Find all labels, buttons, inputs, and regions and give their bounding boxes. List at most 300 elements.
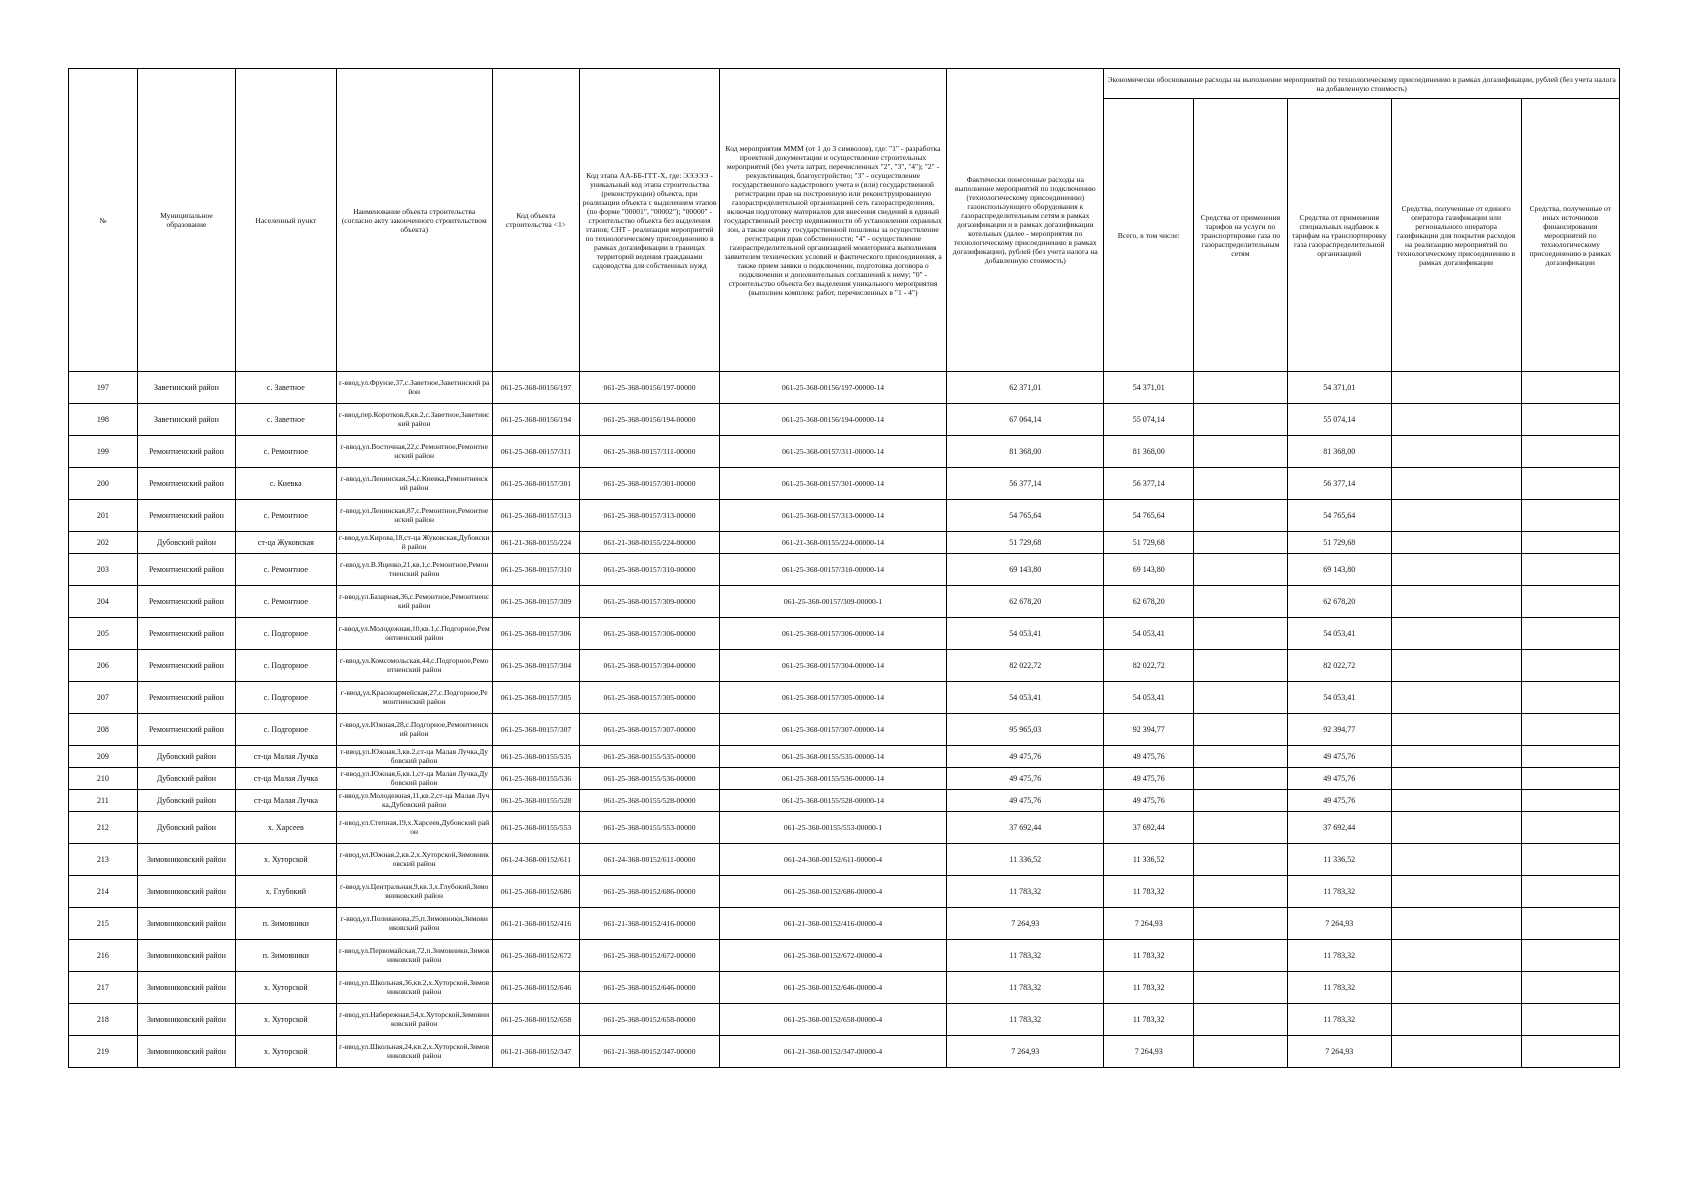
cell-special-markups: 49 475,76 (1287, 746, 1391, 768)
cell-event-code: 061-25-368-00157/310-00000-14 (719, 554, 946, 586)
cell-other-sources (1521, 586, 1619, 618)
cell-object-name: г-ввод,ул.Степная,19,х.Харсеев,Дубовский район (336, 812, 492, 844)
cell-object-code: 061-24-368-00152/611 (492, 844, 579, 876)
cell-actual-costs: 56 377,14 (947, 468, 1104, 500)
cell-actual-costs: 67 064,14 (947, 404, 1104, 436)
cell-other-sources (1521, 714, 1619, 746)
cell-municipality: Дубовский район (137, 790, 235, 812)
cell-event-code: 061-25-368-00156/197-00000-14 (719, 372, 946, 404)
cell-num: 209 (69, 746, 138, 768)
cell-num: 198 (69, 404, 138, 436)
cell-object-name: г-ввод,ул.Базарная,36,с.Ремонтное,Ремонтненский район (336, 586, 492, 618)
cell-special-markups: 56 377,14 (1287, 468, 1391, 500)
cell-tariff-transport (1193, 554, 1287, 586)
table-row (69, 1004, 1620, 1036)
cell-object-code: 061-21-368-00152/416 (492, 908, 579, 940)
table-row (69, 500, 1620, 532)
cell-municipality: Зимовниковский район (137, 1004, 235, 1036)
cell-settlement: с. Ремонтное (236, 586, 336, 618)
cell-num: 214 (69, 876, 138, 908)
cell-tariff-transport (1193, 532, 1287, 554)
cell-tariff-transport (1193, 1004, 1287, 1036)
cell-actual-costs: 81 368,00 (947, 436, 1104, 468)
cell-stage-code: 061-25-368-00156/194-00000 (580, 404, 720, 436)
table-row (69, 618, 1620, 650)
cell-object-name: г-ввод,ул.Южная,6,кв.1,ст-ца Малая Лучка,Дубовский район (336, 768, 492, 790)
cell-municipality: Ремонтненский район (137, 682, 235, 714)
cell-stage-code: 061-25-368-00157/305-00000 (580, 682, 720, 714)
cell-event-code: 061-25-368-00157/311-00000-14 (719, 436, 946, 468)
cell-operator-funds (1391, 436, 1521, 468)
cell-num: 219 (69, 1036, 138, 1068)
cell-event-code: 061-25-368-00157/309-00000-1 (719, 586, 946, 618)
cell-operator-funds (1391, 650, 1521, 682)
cell-other-sources (1521, 908, 1619, 940)
cell-total: 37 692,44 (1104, 812, 1194, 844)
cell-operator-funds (1391, 468, 1521, 500)
cell-settlement: с. Заветное (236, 372, 336, 404)
cell-num: 208 (69, 714, 138, 746)
cell-object-code: 061-25-368-00155/535 (492, 746, 579, 768)
header-object-name: Наименование объекта строительства (согласно акту законченного строительством объекта) (336, 69, 492, 372)
cell-num: 197 (69, 372, 138, 404)
cell-total: 51 729,68 (1104, 532, 1194, 554)
cell-total: 54 765,64 (1104, 500, 1194, 532)
cell-actual-costs: 49 475,76 (947, 790, 1104, 812)
cell-stage-code: 061-25-368-00152/658-00000 (580, 1004, 720, 1036)
cell-num: 210 (69, 768, 138, 790)
cell-other-sources (1521, 1036, 1619, 1068)
cell-settlement: ст-ца Малая Лучка (236, 768, 336, 790)
cell-total: 11 783,32 (1104, 972, 1194, 1004)
cell-num: 218 (69, 1004, 138, 1036)
cell-object-code: 061-25-368-00157/304 (492, 650, 579, 682)
cell-operator-funds (1391, 618, 1521, 650)
cell-object-name: г-ввод,ул.Фрунзе,37,с.Заветное,Заветинский район (336, 372, 492, 404)
cell-other-sources (1521, 532, 1619, 554)
cell-settlement: п. Зимовники (236, 908, 336, 940)
table-row (69, 372, 1620, 404)
cell-municipality: Заветинский район (137, 372, 235, 404)
cell-other-sources (1521, 812, 1619, 844)
cell-event-code: 061-25-368-00152/672-00000-4 (719, 940, 946, 972)
table-row (69, 746, 1620, 768)
cell-total: 54 053,41 (1104, 682, 1194, 714)
table-row (69, 404, 1620, 436)
cell-other-sources (1521, 650, 1619, 682)
cell-object-name: г-ввод,ул.Ленинская,87,с.Ремонтное,Ремонтненский район (336, 500, 492, 532)
cell-stage-code: 061-24-368-00152/611-00000 (580, 844, 720, 876)
cell-actual-costs: 11 783,32 (947, 940, 1104, 972)
cell-tariff-transport (1193, 650, 1287, 682)
cell-settlement: с. Киевка (236, 468, 336, 500)
cell-stage-code: 061-21-368-00152/347-00000 (580, 1036, 720, 1068)
cell-object-name: г-ввод,ул.Южная,2,кв.2,х.Хуторской,Зимовниковский район (336, 844, 492, 876)
cell-tariff-transport (1193, 908, 1287, 940)
cell-special-markups: 55 074,14 (1287, 404, 1391, 436)
table-row (69, 714, 1620, 746)
cell-municipality: Дубовский район (137, 746, 235, 768)
cell-other-sources (1521, 554, 1619, 586)
cell-other-sources (1521, 940, 1619, 972)
cell-settlement: х. Хуторской (236, 844, 336, 876)
cell-object-name: г-ввод,ул.Комсомольская,44,с.Подгорное,Ремонтненский район (336, 650, 492, 682)
cell-settlement: с. Подгорное (236, 650, 336, 682)
cell-num: 216 (69, 940, 138, 972)
cell-stage-code: 061-25-368-00157/301-00000 (580, 468, 720, 500)
cell-total: 55 074,14 (1104, 404, 1194, 436)
header-object-code: Код объекта строительства <1> (492, 69, 579, 372)
cell-actual-costs: 51 729,68 (947, 532, 1104, 554)
cell-object-name: г-ввод,ул.Красноармейская,27,с.Подгорное,Ремонтненский район (336, 682, 492, 714)
table-body (69, 372, 1620, 1068)
cell-num: 217 (69, 972, 138, 1004)
cell-special-markups: 92 394,77 (1287, 714, 1391, 746)
cell-settlement: ст-ца Малая Лучка (236, 790, 336, 812)
cell-actual-costs: 62 371,01 (947, 372, 1104, 404)
header-municipality: Муниципальное образование (137, 69, 235, 372)
table-row (69, 844, 1620, 876)
cell-object-code: 061-25-368-00156/197 (492, 372, 579, 404)
cell-municipality: Зимовниковский район (137, 844, 235, 876)
cell-object-code: 061-25-368-00157/306 (492, 618, 579, 650)
cell-settlement: с. Ремонтное (236, 554, 336, 586)
cell-tariff-transport (1193, 768, 1287, 790)
table-row (69, 812, 1620, 844)
cell-municipality: Ремонтненский район (137, 714, 235, 746)
cell-operator-funds (1391, 768, 1521, 790)
cell-actual-costs: 54 765,64 (947, 500, 1104, 532)
cell-num: 201 (69, 500, 138, 532)
cell-object-name: г-ввод,ул.Центральная,9,кв.3,х.Глубокий,Зимовниковский район (336, 876, 492, 908)
cell-special-markups: 7 264,93 (1287, 908, 1391, 940)
cell-actual-costs: 11 783,32 (947, 1004, 1104, 1036)
cell-operator-funds (1391, 586, 1521, 618)
cell-event-code: 061-21-368-00152/416-00000-4 (719, 908, 946, 940)
cell-object-code: 061-21-368-00155/224 (492, 532, 579, 554)
header-event-code: Код мероприятия МММ (от 1 до 3 символов), где: "1" - разработка проектной документации и осуществление строительных мероприятий (без учета затрат, перечисленных "2", "3", "4"); "2" - рекультивация, благоустройство; "3" - осуществление государственного кадастрового учета и (или) государственной регистрации прав на построенную или реконструированную газораспределительной организацией сеть газораспределения, включая подготовку материалов для внесения сведений в единый государственный реестр недвижимости об установлении охранных зон, а также оценку государственной пошлины за осуществление регистрации прав собственности; "4" - осуществление газораспределительной организацией мониторинга выполнения заявителем технических условий и фактического присоединения, а также прием заявки о подключении, подготовка договора о подключении и дополнительных соглашений к нему; "0" - строительство объекта без выделения уникального мероприятия (выполнен комплекс работ, перечисленных в "1 - 4") (719, 69, 946, 372)
cell-tariff-transport (1193, 586, 1287, 618)
cell-municipality: Заветинский район (137, 404, 235, 436)
cell-object-code: 061-25-368-00152/658 (492, 1004, 579, 1036)
cell-stage-code: 061-25-368-00157/311-00000 (580, 436, 720, 468)
cell-municipality: Дубовский район (137, 768, 235, 790)
cell-stage-code: 061-25-368-00155/535-00000 (580, 746, 720, 768)
cell-object-code: 061-25-368-00155/528 (492, 790, 579, 812)
cell-object-code: 061-25-368-00152/646 (492, 972, 579, 1004)
header-settlement: Населенный пункт (236, 69, 336, 372)
header-other-sources: Средства, полученные от иных источников финансирования мероприятий по технологическому присоединению в рамках догазификации (1521, 99, 1619, 372)
cell-event-code: 061-25-368-00152/686-00000-4 (719, 876, 946, 908)
cell-other-sources (1521, 468, 1619, 500)
cell-actual-costs: 7 264,93 (947, 908, 1104, 940)
cell-municipality: Дубовский район (137, 812, 235, 844)
cell-object-code: 061-25-368-00155/553 (492, 812, 579, 844)
cell-municipality: Зимовниковский район (137, 908, 235, 940)
cell-operator-funds (1391, 908, 1521, 940)
cell-special-markups: 11 783,32 (1287, 972, 1391, 1004)
cell-special-markups: 7 264,93 (1287, 1036, 1391, 1068)
cell-object-name: г-ввод,ул.Восточная,22,с.Ремонтное,Ремонтненский район (336, 436, 492, 468)
cell-operator-funds (1391, 812, 1521, 844)
cell-special-markups: 54 765,64 (1287, 500, 1391, 532)
cell-special-markups: 81 368,00 (1287, 436, 1391, 468)
cell-settlement: х. Харсеев (236, 812, 336, 844)
cell-operator-funds (1391, 844, 1521, 876)
cell-total: 54 371,01 (1104, 372, 1194, 404)
cell-stage-code: 061-25-368-00157/313-00000 (580, 500, 720, 532)
cell-operator-funds (1391, 500, 1521, 532)
cell-settlement: х. Хуторской (236, 1004, 336, 1036)
cell-object-name: г-ввод,ул.Поливанова,25,п.Зимовники,Зимовниковский район (336, 908, 492, 940)
cell-stage-code: 061-25-368-00157/304-00000 (580, 650, 720, 682)
cell-settlement: с. Подгорное (236, 618, 336, 650)
cell-actual-costs: 69 143,80 (947, 554, 1104, 586)
cell-operator-funds (1391, 532, 1521, 554)
header-total: Всего, в том числе: (1104, 99, 1194, 372)
cell-tariff-transport (1193, 940, 1287, 972)
cell-settlement: с. Ремонтное (236, 500, 336, 532)
table-row (69, 468, 1620, 500)
cell-object-code: 061-25-368-00157/310 (492, 554, 579, 586)
cell-object-code: 061-25-368-00157/305 (492, 682, 579, 714)
cell-operator-funds (1391, 876, 1521, 908)
cell-operator-funds (1391, 972, 1521, 1004)
cell-actual-costs: 49 475,76 (947, 768, 1104, 790)
cell-settlement: ст-ца Жуковская (236, 532, 336, 554)
cell-object-name: г-ввод,ул.Кирова,18,ст-ца Жуковская,Дубовский район (336, 532, 492, 554)
cell-other-sources (1521, 746, 1619, 768)
cell-actual-costs: 95 965,03 (947, 714, 1104, 746)
cell-other-sources (1521, 1004, 1619, 1036)
cell-settlement: п. Зимовники (236, 940, 336, 972)
cell-event-code: 061-25-368-00155/536-00000-14 (719, 768, 946, 790)
cell-total: 49 475,76 (1104, 768, 1194, 790)
cell-event-code: 061-25-368-00157/301-00000-14 (719, 468, 946, 500)
table-row (69, 586, 1620, 618)
cell-num: 213 (69, 844, 138, 876)
cell-other-sources (1521, 844, 1619, 876)
cell-total: 11 783,32 (1104, 940, 1194, 972)
cell-total: 49 475,76 (1104, 790, 1194, 812)
table-row (69, 436, 1620, 468)
cell-operator-funds (1391, 404, 1521, 436)
cell-operator-funds (1391, 554, 1521, 586)
cell-tariff-transport (1193, 972, 1287, 1004)
cell-total: 56 377,14 (1104, 468, 1194, 500)
cell-other-sources (1521, 876, 1619, 908)
cell-tariff-transport (1193, 682, 1287, 714)
cell-total: 62 678,20 (1104, 586, 1194, 618)
cell-object-name: г-ввод,ул.Молодежная,11,кв.2,ст-ца Малая Лучка,Дубовский район (336, 790, 492, 812)
cell-stage-code: 061-25-368-00156/197-00000 (580, 372, 720, 404)
cell-municipality: Зимовниковский район (137, 972, 235, 1004)
cell-special-markups: 37 692,44 (1287, 812, 1391, 844)
cell-municipality: Ремонтненский район (137, 436, 235, 468)
cell-other-sources (1521, 404, 1619, 436)
cell-municipality: Ремонтненский район (137, 500, 235, 532)
cell-event-code: 061-25-368-00157/307-00000-14 (719, 714, 946, 746)
table-row (69, 940, 1620, 972)
cell-total: 69 143,80 (1104, 554, 1194, 586)
cell-num: 200 (69, 468, 138, 500)
cell-total: 11 783,32 (1104, 1004, 1194, 1036)
cell-actual-costs: 7 264,93 (947, 1036, 1104, 1068)
cell-tariff-transport (1193, 618, 1287, 650)
cell-stage-code: 061-25-368-00155/536-00000 (580, 768, 720, 790)
cell-object-name: г-ввод,ул.Школьная,36,кв.2,х.Хуторской,Зимовниковский район (336, 972, 492, 1004)
cell-tariff-transport (1193, 1036, 1287, 1068)
cell-event-code: 061-25-368-00152/646-00000-4 (719, 972, 946, 1004)
cell-object-code: 061-25-368-00152/686 (492, 876, 579, 908)
cell-other-sources (1521, 972, 1619, 1004)
cell-stage-code: 061-25-368-00157/309-00000 (580, 586, 720, 618)
cell-settlement: х. Глубокий (236, 876, 336, 908)
cell-total: 49 475,76 (1104, 746, 1194, 768)
header-num: № (69, 69, 138, 372)
cell-special-markups: 11 783,32 (1287, 876, 1391, 908)
cell-actual-costs: 49 475,76 (947, 746, 1104, 768)
cell-tariff-transport (1193, 790, 1287, 812)
cell-object-name: г-ввод,ул.Южная,28,с.Подгорное,Ремонтненский район (336, 714, 492, 746)
cell-object-code: 061-25-368-00157/311 (492, 436, 579, 468)
cell-object-code: 061-25-368-00157/309 (492, 586, 579, 618)
cell-special-markups: 82 022,72 (1287, 650, 1391, 682)
cell-operator-funds (1391, 714, 1521, 746)
cell-event-code: 061-25-368-00155/553-00000-1 (719, 812, 946, 844)
table-header (69, 69, 1620, 372)
cell-stage-code: 061-25-368-00155/528-00000 (580, 790, 720, 812)
cell-municipality: Дубовский район (137, 532, 235, 554)
header-econ-group: Экономически обоснованные расходы на выполнение мероприятий по технологическому присоединению в рамках догазификации, рублей (без учета налога на добавленную стоимость) (1104, 69, 1620, 99)
cell-object-code: 061-25-368-00157/301 (492, 468, 579, 500)
cell-special-markups: 11 783,32 (1287, 1004, 1391, 1036)
cell-event-code: 061-21-368-00155/224-00000-14 (719, 532, 946, 554)
cell-actual-costs: 37 692,44 (947, 812, 1104, 844)
cell-municipality: Зимовниковский район (137, 940, 235, 972)
cell-operator-funds (1391, 1004, 1521, 1036)
table-row (69, 554, 1620, 586)
cell-actual-costs: 11 336,52 (947, 844, 1104, 876)
cell-municipality: Ремонтненский район (137, 586, 235, 618)
cell-num: 207 (69, 682, 138, 714)
cell-special-markups: 49 475,76 (1287, 768, 1391, 790)
cell-operator-funds (1391, 1036, 1521, 1068)
cell-stage-code: 061-25-368-00157/306-00000 (580, 618, 720, 650)
header-special-markups: Средства от применения специальных надбавок к тарифам на транспортировку газа газораспределительной организацией (1287, 99, 1391, 372)
cell-num: 202 (69, 532, 138, 554)
header-actual-costs: Фактически понесенные расходы на выполнение мероприятий по подключению (технологическому присоединению) газоиспользующего оборудования к газораспределительным сетям в рамках догазификации и в рамках догазификации котельных (далее - мероприятия по технологическому присоединению в рамках догазификации), рублей (без учета налога на добавленную стоимость) (947, 69, 1104, 372)
cell-object-name: г-ввод,ул.Первомайская,72,п.Зимовники,Зимовниковский район (336, 940, 492, 972)
cell-stage-code: 061-21-368-00155/224-00000 (580, 532, 720, 554)
cell-actual-costs: 11 783,32 (947, 876, 1104, 908)
cell-actual-costs: 62 678,20 (947, 586, 1104, 618)
cell-object-code: 061-25-368-00156/194 (492, 404, 579, 436)
cell-municipality: Ремонтненский район (137, 554, 235, 586)
cell-object-name: г-ввод,ул.В.Яценко,21,кв.1,с.Ремонтное,Ремонтненский район (336, 554, 492, 586)
cell-event-code: 061-25-368-00155/528-00000-14 (719, 790, 946, 812)
table-row (69, 1036, 1620, 1068)
header-stage-code: Код этапа АА-ББ-ГГГ-Х, где: ЭЭЭЭЭ - уникальный код этапа строительства (реконструкции) объекта, при реализации объекта с выделением этапов (по форме "00001", "00002"); "00000" - строительство объекта без выделения этапов; СНТ - реализация мероприятий по технологическому присоединению в рамках догазификации в границах территорий ведения гражданами садоводства для собственных нужд (580, 69, 720, 372)
cell-event-code: 061-24-368-00152/611-00000-4 (719, 844, 946, 876)
cell-operator-funds (1391, 790, 1521, 812)
cell-event-code: 061-25-368-00157/306-00000-14 (719, 618, 946, 650)
cell-municipality: Зимовниковский район (137, 1036, 235, 1068)
cell-num: 205 (69, 618, 138, 650)
cell-stage-code: 061-25-368-00152/672-00000 (580, 940, 720, 972)
table-row (69, 682, 1620, 714)
cell-tariff-transport (1193, 746, 1287, 768)
header-operator-funds: Средства, полученные от единого оператора газификации или регионального оператора газификации для покрытия расходов на реализацию мероприятий по технологическому присоединению в рамках догазификации (1391, 99, 1521, 372)
cell-tariff-transport (1193, 876, 1287, 908)
table-row (69, 532, 1620, 554)
cell-settlement: с. Ремонтное (236, 436, 336, 468)
cell-other-sources (1521, 768, 1619, 790)
cell-operator-funds (1391, 746, 1521, 768)
cell-object-code: 061-25-368-00152/672 (492, 940, 579, 972)
cell-settlement: х. Хуторской (236, 1036, 336, 1068)
cell-total: 11 783,32 (1104, 876, 1194, 908)
cell-tariff-transport (1193, 500, 1287, 532)
cell-municipality: Ремонтненский район (137, 618, 235, 650)
cell-special-markups: 62 678,20 (1287, 586, 1391, 618)
cell-municipality: Ремонтненский район (137, 468, 235, 500)
cell-object-code: 061-25-368-00157/307 (492, 714, 579, 746)
table-row (69, 972, 1620, 1004)
cell-tariff-transport (1193, 468, 1287, 500)
cell-total: 7 264,93 (1104, 1036, 1194, 1068)
cell-settlement: х. Хуторской (236, 972, 336, 1004)
cell-object-code: 061-25-368-00157/313 (492, 500, 579, 532)
cell-object-name: г-ввод,пер.Коротков,8,кв.2,с.Заветное,Заветинский район (336, 404, 492, 436)
cell-other-sources (1521, 372, 1619, 404)
cell-object-name: г-ввод,ул.Школьная,24,кв.2,х.Хуторской,Зимовниковский район (336, 1036, 492, 1068)
cell-num: 206 (69, 650, 138, 682)
cell-event-code: 061-25-368-00157/304-00000-14 (719, 650, 946, 682)
cell-object-code: 061-25-368-00155/536 (492, 768, 579, 790)
cell-special-markups: 11 336,52 (1287, 844, 1391, 876)
cell-operator-funds (1391, 372, 1521, 404)
cell-special-markups: 69 143,80 (1287, 554, 1391, 586)
cell-operator-funds (1391, 682, 1521, 714)
cell-actual-costs: 11 783,32 (947, 972, 1104, 1004)
cell-tariff-transport (1193, 436, 1287, 468)
cell-settlement: ст-ца Малая Лучка (236, 746, 336, 768)
cell-special-markups: 11 783,32 (1287, 940, 1391, 972)
cell-municipality: Зимовниковский район (137, 876, 235, 908)
cell-num: 204 (69, 586, 138, 618)
cell-stage-code: 061-25-368-00157/307-00000 (580, 714, 720, 746)
cell-event-code: 061-25-368-00156/194-00000-14 (719, 404, 946, 436)
cell-tariff-transport (1193, 372, 1287, 404)
cell-stage-code: 061-25-368-00155/553-00000 (580, 812, 720, 844)
cell-object-code: 061-21-368-00152/347 (492, 1036, 579, 1068)
cell-other-sources (1521, 618, 1619, 650)
cell-tariff-transport (1193, 812, 1287, 844)
cell-settlement: с. Заветное (236, 404, 336, 436)
cell-total: 82 022,72 (1104, 650, 1194, 682)
cell-stage-code: 061-25-368-00157/310-00000 (580, 554, 720, 586)
cell-other-sources (1521, 436, 1619, 468)
cell-total: 81 368,00 (1104, 436, 1194, 468)
costs-table (68, 68, 1620, 1068)
cell-stage-code: 061-25-368-00152/686-00000 (580, 876, 720, 908)
cell-special-markups: 54 053,41 (1287, 618, 1391, 650)
cell-tariff-transport (1193, 714, 1287, 746)
table-row (69, 908, 1620, 940)
cell-stage-code: 061-21-368-00152/416-00000 (580, 908, 720, 940)
document-sheet (68, 68, 1620, 1068)
